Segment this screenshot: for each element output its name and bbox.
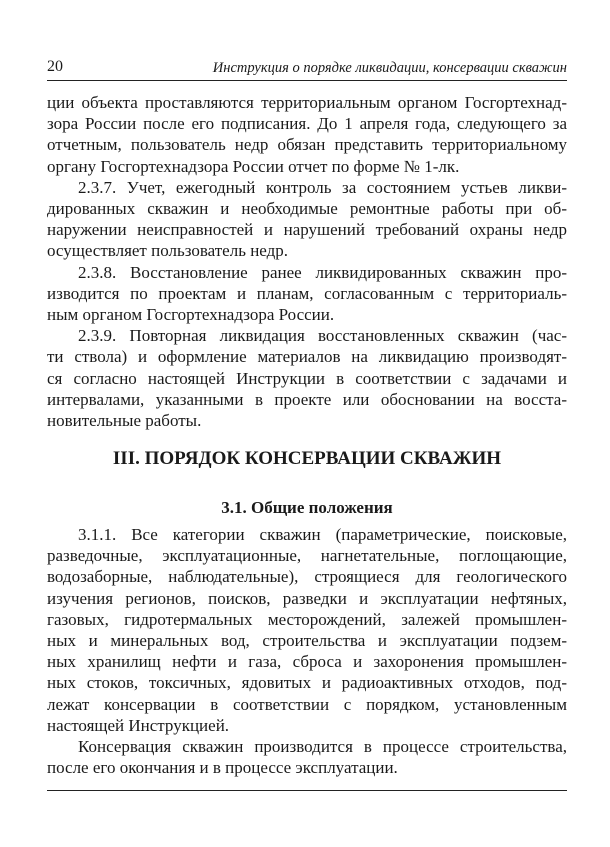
running-title: Инструкция о порядке ликвидации, консервации скважин	[212, 60, 567, 76]
paragraph	[47, 92, 567, 177]
text-line: интервалами, указанными в проекте или обосновании на восста-	[47, 389, 567, 409]
text-line: Консервация скважин производится в процессе строительства,	[78, 737, 567, 757]
text-line: настоящей Инструкцией.	[47, 715, 230, 735]
text-line: лежат консервации в соответствии с порядком, установленным	[47, 694, 567, 714]
page-header	[47, 57, 567, 79]
header-divider	[47, 80, 567, 81]
text-line: после его окончания и в процессе эксплуатации.	[47, 758, 398, 778]
paragraph	[47, 262, 567, 326]
paragraph	[47, 177, 567, 262]
text-line: водозаборные, наблюдательные), строящиеся для геологического	[47, 567, 567, 587]
text-line: органу Госгортехнадзора России отчет по форме № 1-лк.	[47, 156, 460, 176]
text-line: зора России после его подписания. До 1 апреля года, следующего за	[47, 114, 567, 134]
text-line: ным органом Госгортехнадзора России.	[47, 305, 335, 325]
text-line: изводится по проектам и планам, согласованным с территориаль-	[47, 283, 567, 303]
body-text-top	[47, 92, 567, 431]
body-text-bottom	[47, 524, 567, 778]
paragraph	[47, 736, 567, 778]
page-number: 20	[47, 58, 63, 75]
text-line: разведочные, эксплуатационные, нагнетательные, поглощающие,	[47, 546, 567, 566]
footer-divider	[47, 790, 567, 791]
text-line: изучения регионов, поисков, разведки и эксплуатации нефтяных,	[47, 588, 567, 608]
text-line: 2.3.7. Учет, ежегодный контроль за состоянием устьев ликви-	[78, 177, 567, 197]
paragraph	[47, 524, 567, 736]
text-line: 2.3.8. Восстановление ранее ликвидированных скважин про-	[78, 262, 567, 282]
text-line: газовых, гидротермальных месторождений, залежей промышлен-	[47, 609, 567, 629]
text-line: ции объекта проставляются территориальным органом Госгортехнад-	[47, 93, 567, 112]
text-line: отчетным, пользователь недр обязан представить территориальному	[47, 135, 567, 155]
text-line: наружении неисправностей и нарушений требований охраны недр	[47, 220, 567, 240]
text-line: ти ствола) и оформление материалов на ликвидацию производят-	[47, 347, 567, 367]
section-heading: III. ПОРЯДОК КОНСЕРВАЦИИ СКВАЖИН	[112, 448, 502, 469]
text-line: 3.1.1. Все категории скважин (параметрические, поисковые,	[78, 525, 567, 544]
text-line: новительные работы.	[47, 411, 202, 431]
text-line: дированных скважин и необходимые ремонтные работы при об-	[47, 199, 567, 219]
text-line: ся согласно настоящей Инструкции в соответствии с задачами и	[47, 368, 567, 388]
text-line: осуществляет пользователь недр.	[47, 241, 289, 261]
paragraph	[47, 325, 567, 431]
text-line: ных и минеральных вод, строительства и эксплуатации подзем-	[47, 631, 567, 651]
text-line: ных хранилищ нефти и газа, сброса и захоронения промышлен-	[47, 652, 567, 672]
subsection-heading: 3.1. Общие положения	[221, 498, 393, 517]
text-line: 2.3.9. Повторная ликвидация восстановленных скважин (час-	[78, 326, 567, 346]
text-line: ных стоков, токсичных, ядовитых и радиоактивных отходов, под-	[47, 673, 567, 693]
